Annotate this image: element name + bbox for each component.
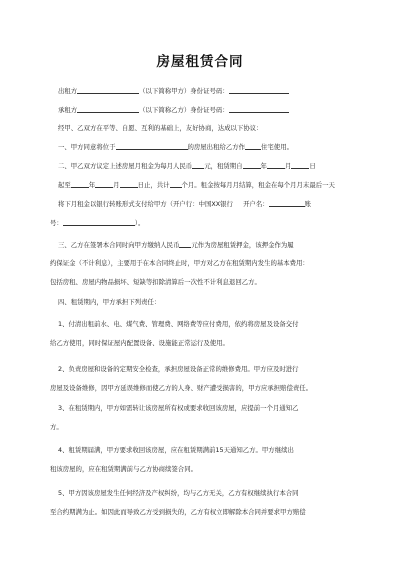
clause2-text: 开户名： bbox=[243, 200, 269, 208]
clause2-text: 年 bbox=[88, 181, 96, 189]
clause1-text-b: 的房屋出租给乙方作 bbox=[187, 143, 246, 151]
clause1-line bbox=[58, 142, 293, 152]
clause4-item3-line2: 方。 bbox=[50, 423, 63, 431]
clause4-item3-line1: 3、在租赁期内，甲方如需转让该房屋所有权或要求收回该房屋，应提前一个月通知乙 bbox=[58, 404, 299, 412]
lessee-line bbox=[58, 105, 289, 115]
clause2-line3 bbox=[58, 199, 311, 209]
intro-line: 经甲、乙双方在平等、自愿、互利的基础上，友好协商，达成以下协议： bbox=[58, 124, 263, 132]
clause4-item1-line2: 给乙方使用，同时保证屋内配置设备、设施能正常运行及使用。 bbox=[50, 339, 229, 347]
lessor-name-blank bbox=[77, 86, 139, 94]
rent-blank bbox=[192, 161, 204, 169]
clause3-line1 bbox=[58, 240, 294, 250]
clause2-line4 bbox=[50, 218, 144, 228]
lessee-label: 承租方 bbox=[58, 106, 78, 114]
clause4-item1-line1: 1、付清出租前水、电、煤气费、管理费、网络费等应付费用，依约将房屋及设备交付 bbox=[58, 320, 299, 328]
clause2-text: 年 bbox=[260, 162, 267, 170]
start-year-blank bbox=[243, 161, 261, 169]
clause2-text: 号： bbox=[50, 219, 63, 227]
clause3-line2: 约保证金（不计利息），主要用于在本合同终止时，甲方对乙方在租赁期内发生的基本费用： bbox=[50, 259, 309, 267]
account-name-blank bbox=[269, 199, 305, 207]
start-month-blank bbox=[267, 161, 285, 169]
lessee-name-blank bbox=[77, 105, 139, 113]
clause3-text: 三、乙方在签署本合同时向甲方缴纳人民币 bbox=[58, 241, 180, 249]
account-number-blank bbox=[63, 218, 135, 226]
clause4-item4-line1: 4、租赁期届满，甲方要求收回该房屋，应在租赁期满前15天通知乙方。甲方继续出 bbox=[58, 446, 294, 454]
clause4-heading: 四、租赁期内，甲方承担下列责任： bbox=[58, 298, 161, 306]
clause4-item2-line2: 房屋及设备维修，因甲方延误维修而使乙方的人身、财产遭受损害的，甲方应承担赔偿责任。 bbox=[50, 384, 313, 392]
clause2-text: ）。 bbox=[134, 219, 145, 227]
clause1-text-a: 一、甲方同意将位于 bbox=[58, 143, 116, 151]
end-month-blank bbox=[95, 180, 113, 188]
lessor-id-blank bbox=[229, 86, 289, 94]
deposit-blank bbox=[179, 240, 191, 248]
clause2-text: 个月。租金按每月月结算，租金在每个月月末最后一天 bbox=[181, 181, 335, 189]
clause3-line3: 包括房租、房屋内物品损坏、短缺等扣除清算后一次性不计利息退回乙方。 bbox=[50, 278, 261, 286]
end-year-blank bbox=[71, 180, 89, 188]
clause3-text: 元作为房屋租赁押金，该押金作为履 bbox=[191, 241, 294, 249]
clause2-text: 月 bbox=[113, 181, 120, 189]
clause2-text: 元，租赁期自 bbox=[204, 162, 243, 170]
lessee-id-blank bbox=[229, 105, 289, 113]
use-blank bbox=[245, 142, 261, 150]
start-day-blank bbox=[291, 161, 309, 169]
clause2-text: 二、甲乙双方议定上述房屋月租金为每月人民币 bbox=[58, 162, 193, 170]
contract-title: 房屋租赁合同 bbox=[156, 54, 244, 70]
clause2-text: 起至 bbox=[58, 181, 71, 189]
lessee-note: （以下简称乙方）身份证号码： bbox=[139, 106, 229, 114]
clause2-text: 月 bbox=[284, 162, 292, 170]
clause2-text: 将下月租金以银行转账形式支付给甲方（开户行：中国XX银行 bbox=[58, 200, 233, 208]
clause1-text-c: 住宅使用。 bbox=[261, 143, 293, 151]
lessor-label: 出租方 bbox=[58, 87, 78, 95]
clause2-line2 bbox=[58, 180, 335, 190]
lessor-line bbox=[58, 86, 289, 96]
lessor-note: （以下简称甲方）身份证号码： bbox=[139, 87, 229, 95]
clause4-item5-line2: 至合约期满为止。如因此而导致乙方受到损失的，乙方有权立即解除本合同并要求甲方赔偿 bbox=[50, 508, 306, 516]
address-blank bbox=[116, 142, 188, 150]
months-blank bbox=[170, 180, 182, 188]
clause2-line1 bbox=[58, 161, 316, 171]
end-day-blank bbox=[120, 180, 138, 188]
clause4-item5-line1: 5、甲方因该房屋发生任何经济及产权纠纷，均与乙方无关，乙方有权继续执行本合同 bbox=[58, 489, 299, 497]
clause2-text: 日止，共计 bbox=[137, 181, 170, 189]
clause2-text: 日 bbox=[309, 162, 316, 170]
clause4-item2-line1: 2、负责房屋和设备的定期安全检查，承担房屋设备正常的维修费用。甲方应及时进行 bbox=[58, 365, 299, 373]
clause2-text: 账 bbox=[304, 200, 312, 208]
clause4-item4-line2: 租该房屋的，应在租赁期满前与乙方协商续签合同。 bbox=[50, 465, 197, 473]
